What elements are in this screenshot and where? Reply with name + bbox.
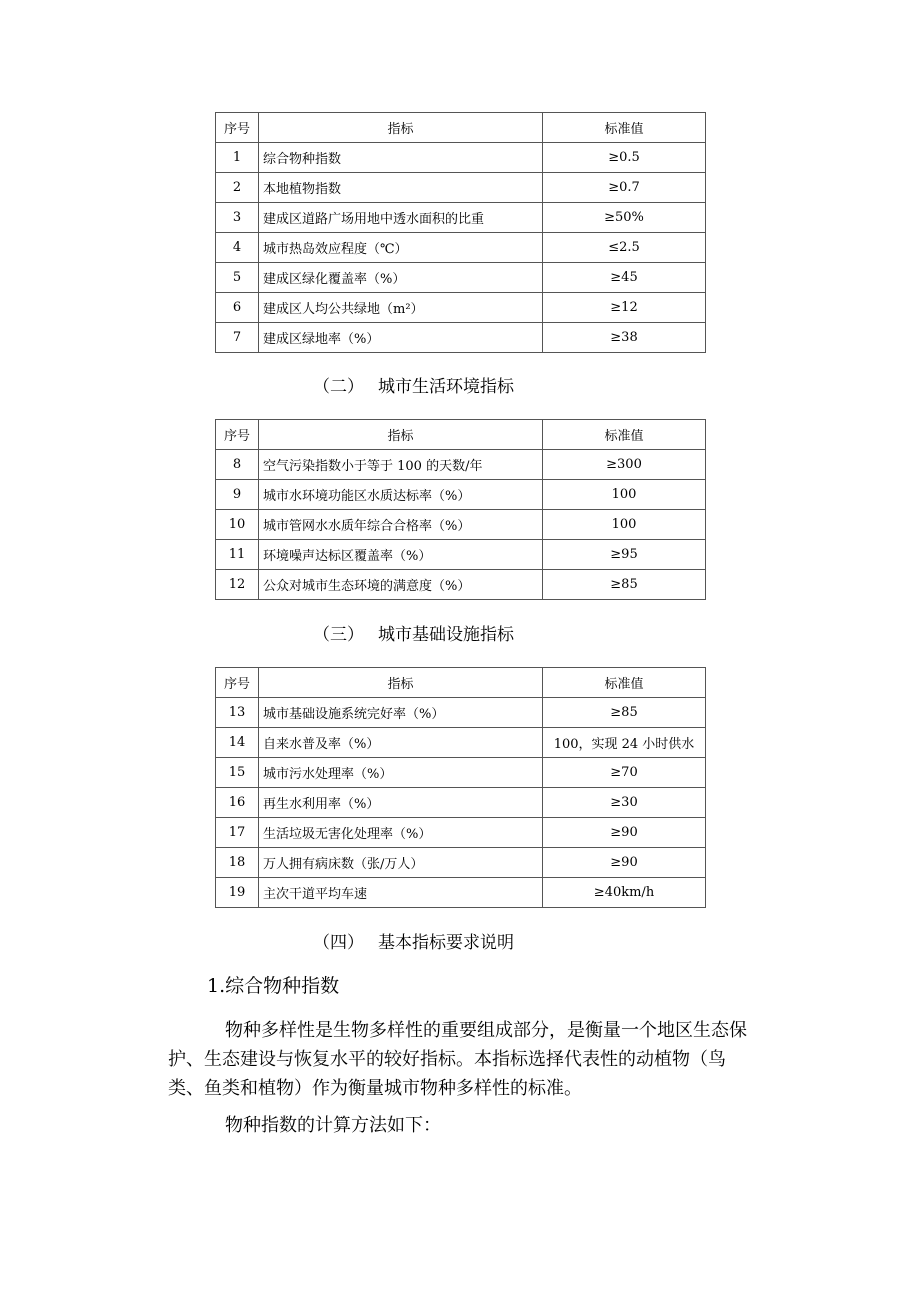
table-row [216,878,706,908]
row-name: 主次干道平均车速 [259,878,543,908]
row-name: 城市热岛效应程度（℃） [259,233,543,263]
row-num: 9 [216,480,259,510]
section-number: （二） [313,377,364,397]
header-value: 标准值 [543,113,706,143]
row-value: ≥300 [543,450,706,480]
table-row [216,758,706,788]
table-row [216,450,706,480]
infrastructure-table [215,667,706,908]
row-value: 100 [543,480,706,510]
row-num: 18 [216,848,259,878]
row-name: 再生水利用率（%） [259,788,543,818]
header-name: 指标 [259,420,543,450]
table-row [216,818,706,848]
row-value: ≥85 [543,698,706,728]
row-num: 1 [216,143,259,173]
table-header-row [216,420,706,450]
ecology-indicator-table [215,112,706,353]
table-row [216,173,706,203]
row-value: ≥45 [543,263,706,293]
table-row [216,203,706,233]
row-num: 3 [216,203,259,233]
table-header-row [216,113,706,143]
row-value: ≥40km/h [543,878,706,908]
row-num: 15 [216,758,259,788]
table-row [216,848,706,878]
row-value: ≥38 [543,323,706,353]
row-num: 2 [216,173,259,203]
section-heading-living-environment [313,376,514,398]
section-number: （四） [313,933,364,953]
row-name: 公众对城市生态环境的满意度（%） [259,570,543,600]
header-name: 指标 [259,113,543,143]
row-value: ≥70 [543,758,706,788]
row-num: 16 [216,788,259,818]
row-name: 城市污水处理率（%） [259,758,543,788]
row-name: 万人拥有病床数（张/万人） [259,848,543,878]
row-name: 建成区绿化覆盖率（%） [259,263,543,293]
row-num: 6 [216,293,259,323]
row-name: 建成区绿地率（%） [259,323,543,353]
row-name: 综合物种指数 [259,143,543,173]
table-row [216,728,706,758]
row-num: 13 [216,698,259,728]
table-row [216,323,706,353]
row-value: ≥30 [543,788,706,818]
row-value: ≥85 [543,570,706,600]
row-num: 17 [216,818,259,848]
table-row [216,698,706,728]
table-header-row [216,668,706,698]
row-name: 城市水环境功能区水质达标率（%） [259,480,543,510]
row-num: 7 [216,323,259,353]
table-row [216,263,706,293]
table-row [216,143,706,173]
row-value: ≥90 [543,818,706,848]
row-value: ≥90 [543,848,706,878]
header-value: 标准值 [543,420,706,450]
table-row [216,233,706,263]
section-title: 城市生活环境指标 [378,377,514,397]
row-name: 生活垃圾无害化处理率（%） [259,818,543,848]
body-paragraph: 物种指数的计算方法如下： [225,1115,441,1136]
row-num: 14 [216,728,259,758]
section-title: 基本指标要求说明 [378,933,514,953]
header-num: 序号 [216,420,259,450]
row-num: 8 [216,450,259,480]
row-value: ≥0.7 [543,173,706,203]
row-name: 环境噪声达标区覆盖率（%） [259,540,543,570]
table-row [216,540,706,570]
section-heading-infrastructure [313,624,514,646]
row-name: 建成区人均公共绿地（m²） [259,293,543,323]
row-num: 19 [216,878,259,908]
row-name: 建成区道路广场用地中透水面积的比重 [259,203,543,233]
header-value: 标准值 [543,668,706,698]
section-title: 城市基础设施指标 [378,625,514,645]
header-num: 序号 [216,113,259,143]
table-row [216,570,706,600]
row-name: 城市管网水水质年综合合格率（%） [259,510,543,540]
section-number: （三） [313,625,364,645]
header-num: 序号 [216,668,259,698]
row-value: ≥95 [543,540,706,570]
row-name: 自来水普及率（%） [259,728,543,758]
row-value: ≥12 [543,293,706,323]
row-num: 5 [216,263,259,293]
row-value: 100，实现 24 小时供水 [543,728,706,758]
row-num: 11 [216,540,259,570]
row-num: 12 [216,570,259,600]
row-value: ≤2.5 [543,233,706,263]
row-name: 本地植物指数 [259,173,543,203]
row-value: ≥0.5 [543,143,706,173]
table-row [216,510,706,540]
table-row [216,788,706,818]
living-environment-table [215,419,706,600]
subheading-species-index: 1.综合物种指数 [207,975,340,997]
row-num: 10 [216,510,259,540]
row-name: 城市基础设施系统完好率（%） [259,698,543,728]
row-value: ≥50% [543,203,706,233]
row-value: 100 [543,510,706,540]
row-num: 4 [216,233,259,263]
section-heading-requirements [313,932,514,954]
table-row [216,480,706,510]
header-name: 指标 [259,668,543,698]
row-name: 空气污染指数小于等于 100 的天数/年 [259,450,543,480]
body-paragraph: 物种多样性是生物多样性的重要组成部分，是衡量一个地区生态保护、生态建设与恢复水平的较好指标。本指标选择代表性的动植物（鸟类、鱼类和植物）作为衡量城市物种多样性的标准。 [168,1020,747,1099]
table-row [216,293,706,323]
